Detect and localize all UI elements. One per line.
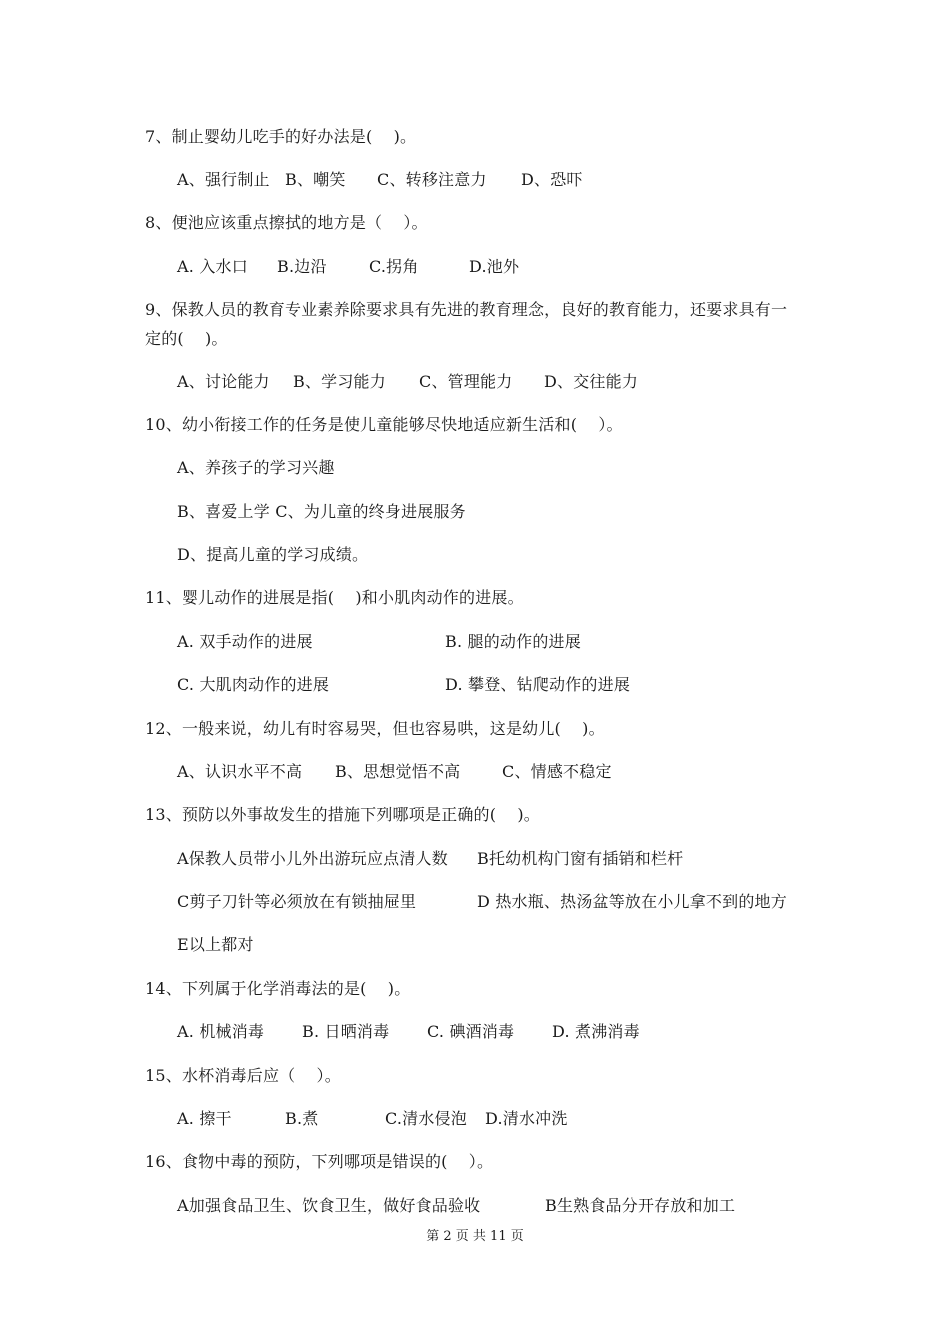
- option-d: D、交往能力: [544, 372, 639, 391]
- question-15-stem: 15、水杯消毒后应（ ）。: [145, 1066, 341, 1085]
- option-a: A. 入水口: [177, 257, 248, 276]
- option-c: C、管理能力: [419, 372, 513, 391]
- option-b: B. 日晒消毒: [302, 1022, 390, 1041]
- question-10-option-line-1: A、养孩子的学习兴趣: [177, 458, 335, 477]
- question-13-stem: 13、预防以外事故发生的措施下列哪项是正确的( )。: [145, 805, 540, 824]
- option-a: A、认识水平不高: [177, 762, 303, 781]
- option-c: C、情感不稳定: [502, 762, 612, 781]
- option-b: B托幼机构门窗有插销和栏杆: [477, 849, 684, 868]
- option-a: A、讨论能力: [177, 372, 270, 391]
- option-c: C. 碘酒消毒: [427, 1022, 515, 1041]
- question-11-stem: 11、婴儿动作的进展是指( )和小肌肉动作的进展。: [145, 588, 524, 607]
- option-b: B生熟食品分开存放和加工: [545, 1196, 736, 1215]
- question-9-stem-line-1: 9、保教人员的教育专业素养除要求具有先进的教育理念，良好的教育能力，还要求具有一: [145, 300, 788, 319]
- option-c: C、转移注意力: [377, 170, 487, 189]
- option-b: B、学习能力: [293, 372, 386, 391]
- option-a: A. 双手动作的进展: [177, 632, 313, 651]
- option-b: B、思想觉悟不高: [335, 762, 461, 781]
- option-d: D、恐吓: [521, 170, 583, 189]
- option-d: D.池外: [469, 257, 520, 276]
- option-d: D. 攀登、钻爬动作的进展: [445, 675, 631, 694]
- option-a: A. 擦干: [177, 1109, 232, 1128]
- option-b: B.边沿: [277, 257, 327, 276]
- question-10-option-line-2: B、喜爱上学 C、为儿童的终身进展服务: [177, 502, 466, 521]
- question-12-stem: 12、一般来说，幼儿有时容易哭，但也容易哄，这是幼儿( )。: [145, 719, 605, 738]
- option-b: B. 腿的动作的进展: [445, 632, 581, 651]
- option-e: E以上都对: [177, 935, 254, 954]
- question-10-stem: 10、幼小衔接工作的任务是使儿童能够尽快地适应新生活和( ）。: [145, 415, 623, 434]
- option-c: C. 大肌肉动作的进展: [177, 675, 330, 694]
- option-b: B.煮: [285, 1109, 319, 1128]
- option-c: C.拐角: [369, 257, 419, 276]
- option-b: B、嘲笑: [285, 170, 346, 189]
- option-d: D. 煮沸消毒: [552, 1022, 640, 1041]
- question-8-stem: 8、便池应该重点擦拭的地方是（ ）。: [145, 213, 428, 232]
- option-c: C剪子刀针等必须放在有锁抽屉里: [177, 892, 417, 911]
- page-footer: 第 2 页 共 11 页: [426, 1229, 524, 1244]
- option-d: D 热水瓶、热汤盆等放在小儿拿不到的地方: [477, 892, 787, 911]
- question-16-stem: 16、食物中毒的预防，下列哪项是错误的( ）。: [145, 1152, 494, 1171]
- option-c: C.清水侵泡: [385, 1109, 467, 1128]
- question-10-option-line-3: D、提高儿童的学习成绩。: [177, 545, 369, 564]
- option-d: D.清水冲洗: [485, 1109, 568, 1128]
- question-7-stem: 7、制止婴幼儿吃手的好办法是( )。: [145, 127, 417, 146]
- question-13-options-row-3: [177, 934, 254, 956]
- question-9-stem-line-2: 定的( )。: [145, 329, 228, 348]
- option-a: A、强行制止: [177, 170, 270, 189]
- option-a: A. 机械消毒: [177, 1022, 265, 1041]
- question-14-stem: 14、下列属于化学消毒法的是( )。: [145, 979, 411, 998]
- option-a: A保教人员带小儿外出游玩应点清人数: [177, 849, 448, 868]
- option-a: A加强食品卫生、饮食卫生，做好食品验收: [177, 1196, 481, 1215]
